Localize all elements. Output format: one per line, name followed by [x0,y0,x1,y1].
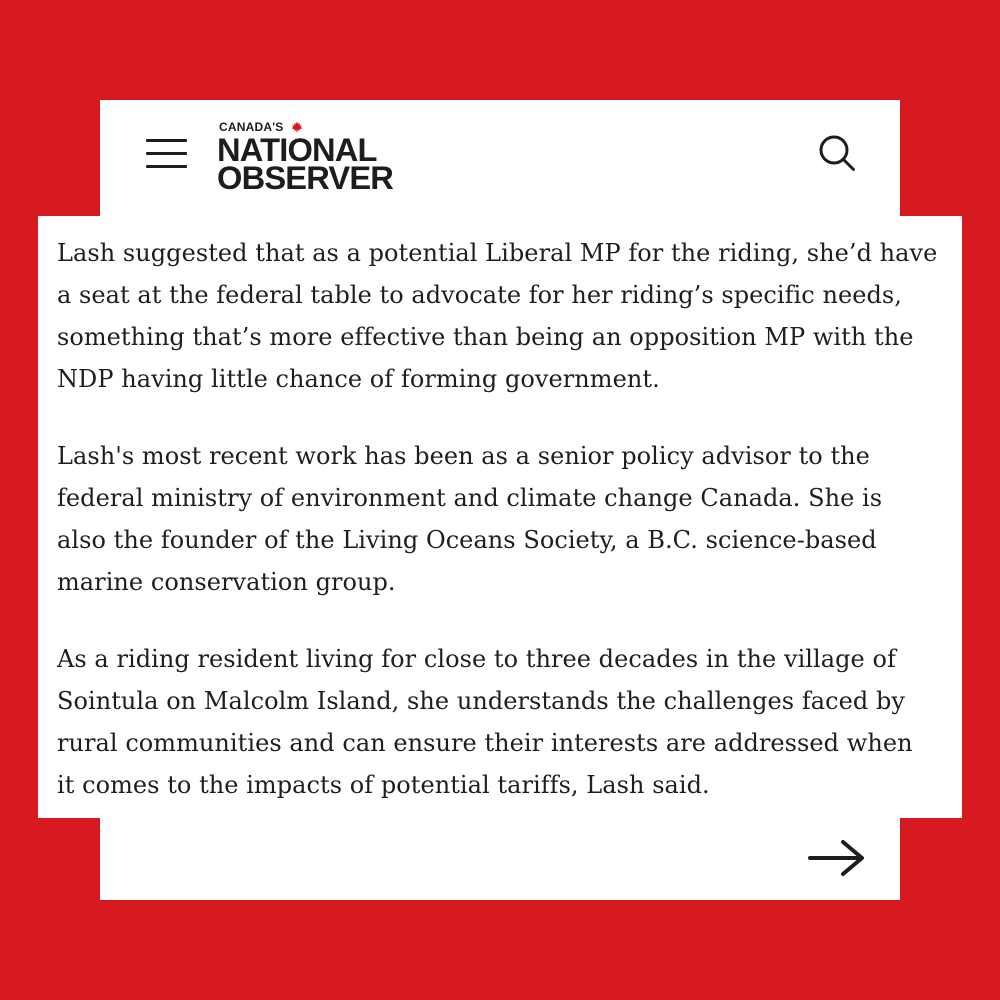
article-line: Sointula on Malcolm Island, she understands the challenges faced by [57,687,906,715]
menu-bar-top [146,139,187,142]
article-line: rural communities and can ensure their interests are addressed when [57,729,913,757]
article-line: a seat at the federal table to advocate for her riding’s specific needs, [57,281,902,309]
article-line: Lash's most recent work has been as a senior policy advisor to the [57,442,870,470]
article-paragraph-3 [57,638,957,806]
logo-canadas-label: CANADA'S [219,120,284,134]
article-body [57,232,957,806]
article-line: federal ministry of environment and climate change Canada. She is [57,484,883,512]
article-paragraph-1 [57,232,957,400]
article-line: Lash suggested that as a potential Liberal MP for the riding, she’d have [57,239,938,267]
hamburger-menu-icon[interactable] [146,138,188,170]
article-line: it comes to the impacts of potential tariffs, Lash said. [57,771,710,799]
national-observer-logo[interactable] [219,120,419,196]
article-line: As a riding resident living for close to three decades in the village of [57,645,896,673]
logo-line-observer: OBSERVER [217,160,394,196]
article-line: marine conservation group. [57,568,396,596]
menu-bar-bottom [146,165,187,168]
article-paragraph-2 [57,435,957,603]
article-line: also the founder of the Living Oceans Society, a B.C. science-based [57,526,877,554]
search-icon[interactable] [818,134,856,172]
menu-bar-middle [146,152,187,155]
article-line: NDP having little chance of forming government. [57,365,660,393]
article-line: something that’s more effective than being an opposition MP with the [57,323,914,351]
logo-line-national: NATIONAL [217,132,377,168]
card-footer-background [100,816,900,900]
right-arrow-icon[interactable] [808,838,866,878]
